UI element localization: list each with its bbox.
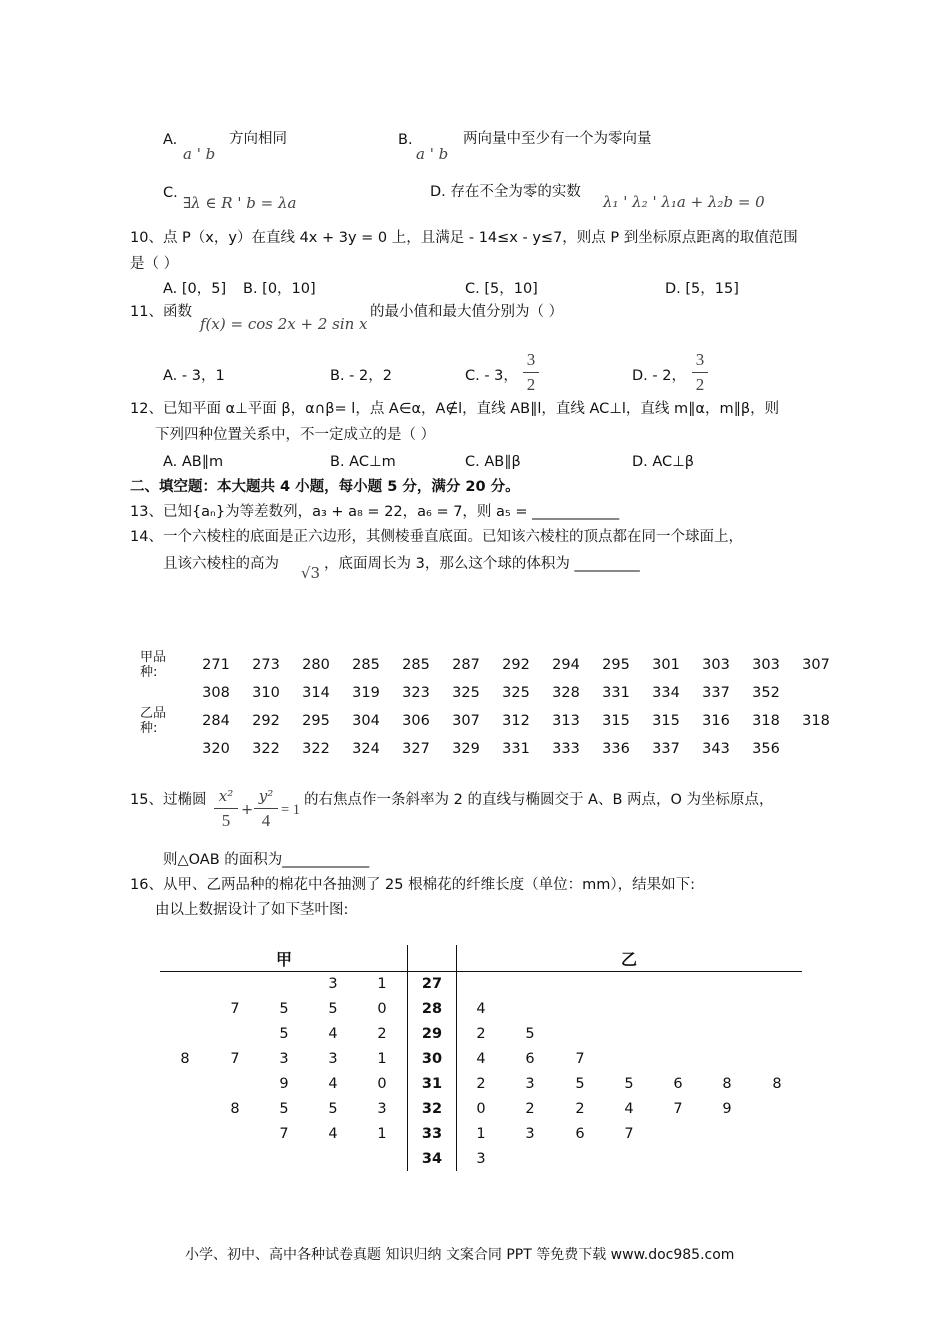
plus-sign: +: [241, 802, 254, 818]
data-cell: 285: [402, 657, 430, 673]
fraction-bar: [214, 808, 238, 809]
right-leaf: 5: [575, 1076, 585, 1092]
right-leaf: 8: [722, 1076, 732, 1092]
q15-fraction-x: [214, 786, 238, 831]
data-cell: 322: [302, 741, 330, 757]
q11-suffix: 的最小值和最大值分别为（ ）: [370, 304, 564, 320]
data-cell: 304: [352, 713, 380, 729]
left-title: 甲: [276, 950, 293, 969]
data-cell: 325: [452, 685, 480, 701]
right-leaf: 6: [673, 1076, 683, 1092]
fraction-denominator: 4: [261, 811, 271, 830]
right-leaf: 7: [673, 1101, 683, 1117]
left-leaf: 4: [328, 1026, 338, 1042]
stem: 33: [421, 1126, 443, 1142]
fraction-bar: [254, 808, 278, 809]
q15-prefix: 15、过椭圆: [130, 792, 207, 808]
q12-line1: 12、已知平面 α⊥平面 β，α∩β= l，点 A∈α，A∉l，直线 AB∥l，直线 AC⊥l，直线 m∥α，m∥β，则: [130, 401, 780, 417]
left-leaf: 1: [377, 1051, 387, 1067]
stem: 32: [421, 1101, 443, 1117]
left-leaf: 7: [230, 1051, 240, 1067]
data-cell: 313: [552, 713, 580, 729]
q9-option-c-label: C.: [163, 185, 178, 201]
data-cell: 337: [652, 741, 680, 757]
stem: 27: [421, 976, 443, 992]
q15-fraction-y: [254, 786, 278, 831]
data-cell: 292: [252, 713, 280, 729]
q9-option-a-text: 方向相同: [229, 131, 287, 147]
header-rule: [160, 971, 802, 972]
data-cell: 285: [352, 657, 380, 673]
data-cell: 331: [602, 685, 630, 701]
data-cell: 318: [802, 713, 830, 729]
fraction-numerator: y²: [258, 787, 274, 805]
right-leaf: 3: [525, 1126, 535, 1142]
data-cell: 318: [752, 713, 780, 729]
q16-line2: 由以上数据设计了如下茎叶图:: [155, 902, 349, 918]
stem-divider-right: [456, 945, 457, 1171]
fraction-numerator: 3: [695, 350, 705, 369]
data-cell: 295: [602, 657, 630, 673]
data-cell: 271: [202, 657, 230, 673]
left-leaf: 5: [279, 1026, 289, 1042]
left-leaf: 0: [377, 1076, 387, 1092]
q9-option-d-math: λ₁ ' λ₂ ' λ₁a + λ₂b = 0: [603, 193, 765, 211]
left-leaf: 3: [328, 976, 338, 992]
left-leaf: 1: [377, 1126, 387, 1142]
q13: 13、已知{aₙ}为等差数列，a₃ + a₈ = 22，a₆ = 7，则 a₅ = ____________: [130, 504, 620, 520]
left-leaf: 8: [180, 1051, 190, 1067]
data-cell: 303: [702, 657, 730, 673]
right-title: 乙: [621, 950, 638, 969]
data-cell: 314: [302, 685, 330, 701]
data-cell: 328: [552, 685, 580, 701]
data-cell: 301: [652, 657, 680, 673]
q9-option-a-label: A.: [163, 132, 178, 148]
right-leaf: 3: [525, 1076, 535, 1092]
stem: 29: [421, 1026, 443, 1042]
data-cell: 303: [752, 657, 780, 673]
fraction-bar: [692, 372, 708, 373]
q9-option-a-math: a ' b: [183, 145, 216, 163]
data-cell: 356: [752, 741, 780, 757]
data-cell: 334: [652, 685, 680, 701]
data-cell: 310: [252, 685, 280, 701]
footer-text: 小学、初中、高中各种试卷真题 知识归纳 文案合同 PPT 等免费下载 www.doc985.com: [185, 1247, 735, 1263]
stem: 30: [421, 1051, 443, 1067]
q16-line1: 16、从甲、乙两品种的棉花中各抽测了 25 根棉花的纤维长度（单位：mm），结果如下:: [130, 877, 696, 893]
data-cell: 280: [302, 657, 330, 673]
data-cell: 307: [802, 657, 830, 673]
q11-option-d-fraction: [692, 350, 708, 395]
q15-line2: 则△OAB 的面积为____________: [163, 852, 370, 868]
q14-line1: 14、一个六棱柱的底面是正六边形，其侧棱垂直底面。已知该六棱柱的顶点都在同一个球面上，: [130, 529, 743, 545]
data-cell: 316: [702, 713, 730, 729]
q11-option-d: D. - 2，: [632, 368, 686, 384]
left-leaf: 5: [328, 1101, 338, 1117]
q10-option-a: A. [0，5]: [163, 281, 227, 297]
data-cell: 337: [702, 685, 730, 701]
q11-option-b: B. - 2，2: [330, 368, 392, 384]
right-leaf: 5: [525, 1026, 535, 1042]
right-leaf: 8: [772, 1076, 782, 1092]
left-leaf: 3: [279, 1051, 289, 1067]
data-cell: 331: [502, 741, 530, 757]
left-leaf: 8: [230, 1101, 240, 1117]
right-leaf: 1: [476, 1126, 486, 1142]
q14-line2a: 且该六棱柱的高为: [163, 556, 279, 572]
data-cell: 295: [302, 713, 330, 729]
right-leaf: 2: [575, 1101, 585, 1117]
data-cell: 327: [402, 741, 430, 757]
left-leaf: 3: [377, 1101, 387, 1117]
fraction-bar: [523, 372, 539, 373]
q12-line2: 下列四种位置关系中，不一定成立的是（ ）: [155, 427, 436, 443]
q9-option-b-label: B.: [398, 132, 413, 148]
left-leaf: 2: [377, 1026, 387, 1042]
q10-line1: 10、点 P（x，y）在直线 4x + 3y = 0 上，且满足 - 14≤x - y≤7，则点 P 到坐标原点距离的取值范围: [130, 230, 798, 246]
row-label: 甲品 种:: [140, 650, 167, 680]
data-cell: 294: [552, 657, 580, 673]
right-leaf: 4: [476, 1051, 486, 1067]
q12-option-d: D. AC⊥β: [632, 454, 695, 470]
data-cell: 307: [452, 713, 480, 729]
left-leaf: 4: [328, 1126, 338, 1142]
fraction-denominator: 2: [526, 375, 536, 394]
data-cell: 287: [452, 657, 480, 673]
q9-option-b-text: 两向量中至少有一个为零向量: [463, 131, 652, 147]
data-cell: 322: [252, 741, 280, 757]
data-cell: 312: [502, 713, 530, 729]
q15-suffix: 的右焦点作一条斜率为 2 的直线与椭圆交于 A、B 两点，O 为坐标原点，: [304, 792, 774, 808]
data-cell: 315: [602, 713, 630, 729]
data-cell: 329: [452, 741, 480, 757]
right-leaf: 6: [525, 1051, 535, 1067]
q11-option-a: A. - 3，1: [163, 368, 225, 384]
right-leaf: 3: [476, 1151, 486, 1167]
data-cell: 336: [602, 741, 630, 757]
left-leaf: 3: [328, 1051, 338, 1067]
data-cell: 324: [352, 741, 380, 757]
stem: 31: [421, 1076, 443, 1092]
right-leaf: 2: [476, 1076, 486, 1092]
data-cell: 284: [202, 713, 230, 729]
data-cell: 343: [702, 741, 730, 757]
q11-option-c: C. - 3，: [465, 368, 518, 384]
left-leaf: 4: [328, 1076, 338, 1092]
fraction-numerator: 3: [526, 350, 536, 369]
data-cell: 273: [252, 657, 280, 673]
q12-option-a: A. AB∥m: [163, 454, 224, 470]
right-leaf: 2: [476, 1026, 486, 1042]
q11-option-c-fraction: [523, 350, 539, 395]
q12-option-b: B. AC⊥m: [330, 454, 396, 470]
row-label: 乙品 种:: [140, 706, 167, 736]
left-leaf: 1: [377, 976, 387, 992]
data-cell: 352: [752, 685, 780, 701]
right-leaf: 4: [624, 1101, 634, 1117]
q10-option-b: B. [0，10]: [243, 281, 316, 297]
q14-sqrt: √3: [301, 564, 321, 582]
data-cell: 323: [402, 685, 430, 701]
data-cell: 333: [552, 741, 580, 757]
q9-option-c-math: ∃λ ∈ R ' b = λa: [183, 194, 297, 212]
fraction-denominator: 5: [221, 811, 231, 830]
right-leaf: 7: [575, 1051, 585, 1067]
left-leaf: 7: [230, 1001, 240, 1017]
stem-divider-left: [407, 945, 408, 1171]
right-leaf: 0: [476, 1101, 486, 1117]
q10-line2: 是（ ）: [130, 256, 179, 272]
right-leaf: 2: [525, 1101, 535, 1117]
q11-formula: f(x) = cos 2x + 2 sin x: [200, 315, 368, 333]
q15-equals: = 1: [281, 802, 301, 818]
data-cell: 306: [402, 713, 430, 729]
data-cell: 319: [352, 685, 380, 701]
left-leaf: 5: [279, 1001, 289, 1017]
right-leaf: 4: [476, 1001, 486, 1017]
section-2-heading: 二、填空题：本大题共 4 小题，每小题 5 分，满分 20 分。: [130, 479, 520, 495]
fraction-numerator: x²: [218, 787, 234, 805]
right-leaf: 5: [624, 1076, 634, 1092]
data-cell: 320: [202, 741, 230, 757]
stem: 28: [421, 1001, 443, 1017]
stem: 34: [421, 1151, 443, 1167]
q9-option-d-text: D. 存在不全为零的实数: [430, 184, 581, 200]
left-leaf: 0: [377, 1001, 387, 1017]
data-cell: 315: [652, 713, 680, 729]
q12-option-c: C. AB∥β: [465, 454, 521, 470]
data-cell: 292: [502, 657, 530, 673]
right-leaf: 6: [575, 1126, 585, 1142]
left-leaf: 9: [279, 1076, 289, 1092]
left-leaf: 7: [279, 1126, 289, 1142]
q10-option-c: C. [5，10]: [465, 281, 538, 297]
q9-option-b-math: a ' b: [416, 145, 449, 163]
fraction-denominator: 2: [695, 375, 705, 394]
q11-prefix: 11、函数: [130, 304, 192, 320]
data-cell: 325: [502, 685, 530, 701]
left-leaf: 5: [279, 1101, 289, 1117]
q10-option-d: D. [5，15]: [665, 281, 739, 297]
right-leaf: 9: [722, 1101, 732, 1117]
q14-line2b: ，底面周长为 3，那么这个球的体积为 _________: [324, 556, 640, 572]
left-leaf: 5: [328, 1001, 338, 1017]
data-cell: 308: [202, 685, 230, 701]
right-leaf: 7: [624, 1126, 634, 1142]
